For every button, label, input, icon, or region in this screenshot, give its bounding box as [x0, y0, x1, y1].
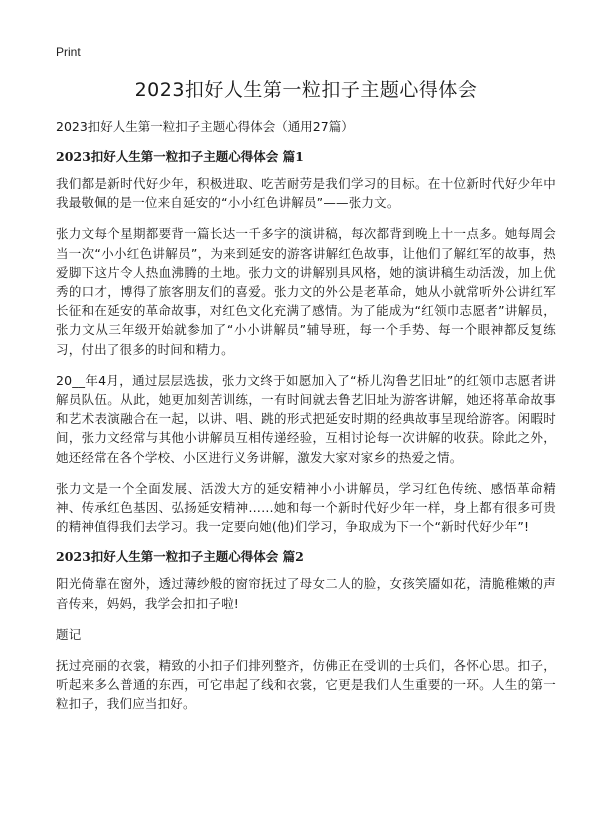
section-heading-1: 2023扣好人生第一粒扣子主题心得体会 篇1 [56, 149, 304, 164]
paragraph: 题记 [56, 626, 82, 642]
print-link[interactable]: Print [56, 45, 81, 59]
paragraph: 阳光倚靠在窗外，透过薄纱般的窗帘抚过了母女二人的脸，女孩笑靥如花，清脆稚嫩的声音传来，妈妈，我学会扣扣子啦! [56, 576, 556, 611]
paragraph: 20__年4月，通过层层选拔，张力文终于如愿加入了“桥儿沟鲁艺旧址”的红领巾志愿者讲解员队伍。从此，她更加刻苦训练，一有时间就去鲁艺旧址为游客讲解，她还将革命故事和艺术表演融合在一起，以讲、唱、跳的形式把延安时期的经典故事呈现给游客。闲暇时间，张力文经常与其他小讲解员互相传递经验，互相讨论每一次讲解的收获。除此之外，她还经常在各个学校、小区进行义务讲解，激发大家对家乡的热爱之情。 [56, 372, 556, 465]
document-subtitle: 2023扣好人生第一粒扣子主题心得体会（通用27篇） [56, 119, 354, 134]
document-title: 2023扣好人生第一粒扣子主题心得体会 [134, 79, 478, 101]
paragraph: 我们都是新时代好少年，积极进取、吃苦耐劳是我们学习的目标。在十位新时代好少年中我最敬佩的是一位来自延安的“小小红色讲解员”——张力文。 [56, 176, 556, 211]
section-heading-2: 2023扣好人生第一粒扣子主题心得体会 篇2 [56, 549, 304, 565]
paragraph: 张力文每个星期都要背一篇长达一千多字的演讲稿，每次都背到晚上十一点多。她每周会当一次“小小红色讲解员”，为来到延安的游客讲解红色故事，让他们了解红军的故事，热爱脚下这片令人热血沸腾的土地。张力文的讲解别具风格，她的演讲稿生动活泼，加上优秀的口才，博得了旅客朋友们的喜爱。张力文的外公是老革命，她从小就常听外公讲红军长征和在延安的革命故事，对红色文化充满了感情。为了能成为“红领巾志愿者”讲解员，张力文从三年级开始就参加了“小小讲解员”辅导班，每一个手势、每一个眼神都反复练习，付出了很多的时间和精力。 [56, 226, 556, 357]
document-page [56, 76, 556, 726]
paragraph: 张力文是一个全面发展、活泼大方的延安精神小小讲解员，学习红色传统、感悟革命精神、传承红色基因、弘扬延安精神……她和每一个新时代好少年一样，身上都有很多可贵的精神值得我们去学习。我一定要向她(他)们学习，争取成为下一个“新时代好少年”! [56, 480, 556, 535]
paragraph: 抚过亮丽的衣裳，精致的小扣子们排列整齐，仿佛正在受训的士兵们，各怀心思。扣子，听起来多么普通的东西，可它串起了线和衣裳，它更是我们人生重要的一环。人生的第一粒扣子，我们应当扣好。 [56, 658, 556, 712]
